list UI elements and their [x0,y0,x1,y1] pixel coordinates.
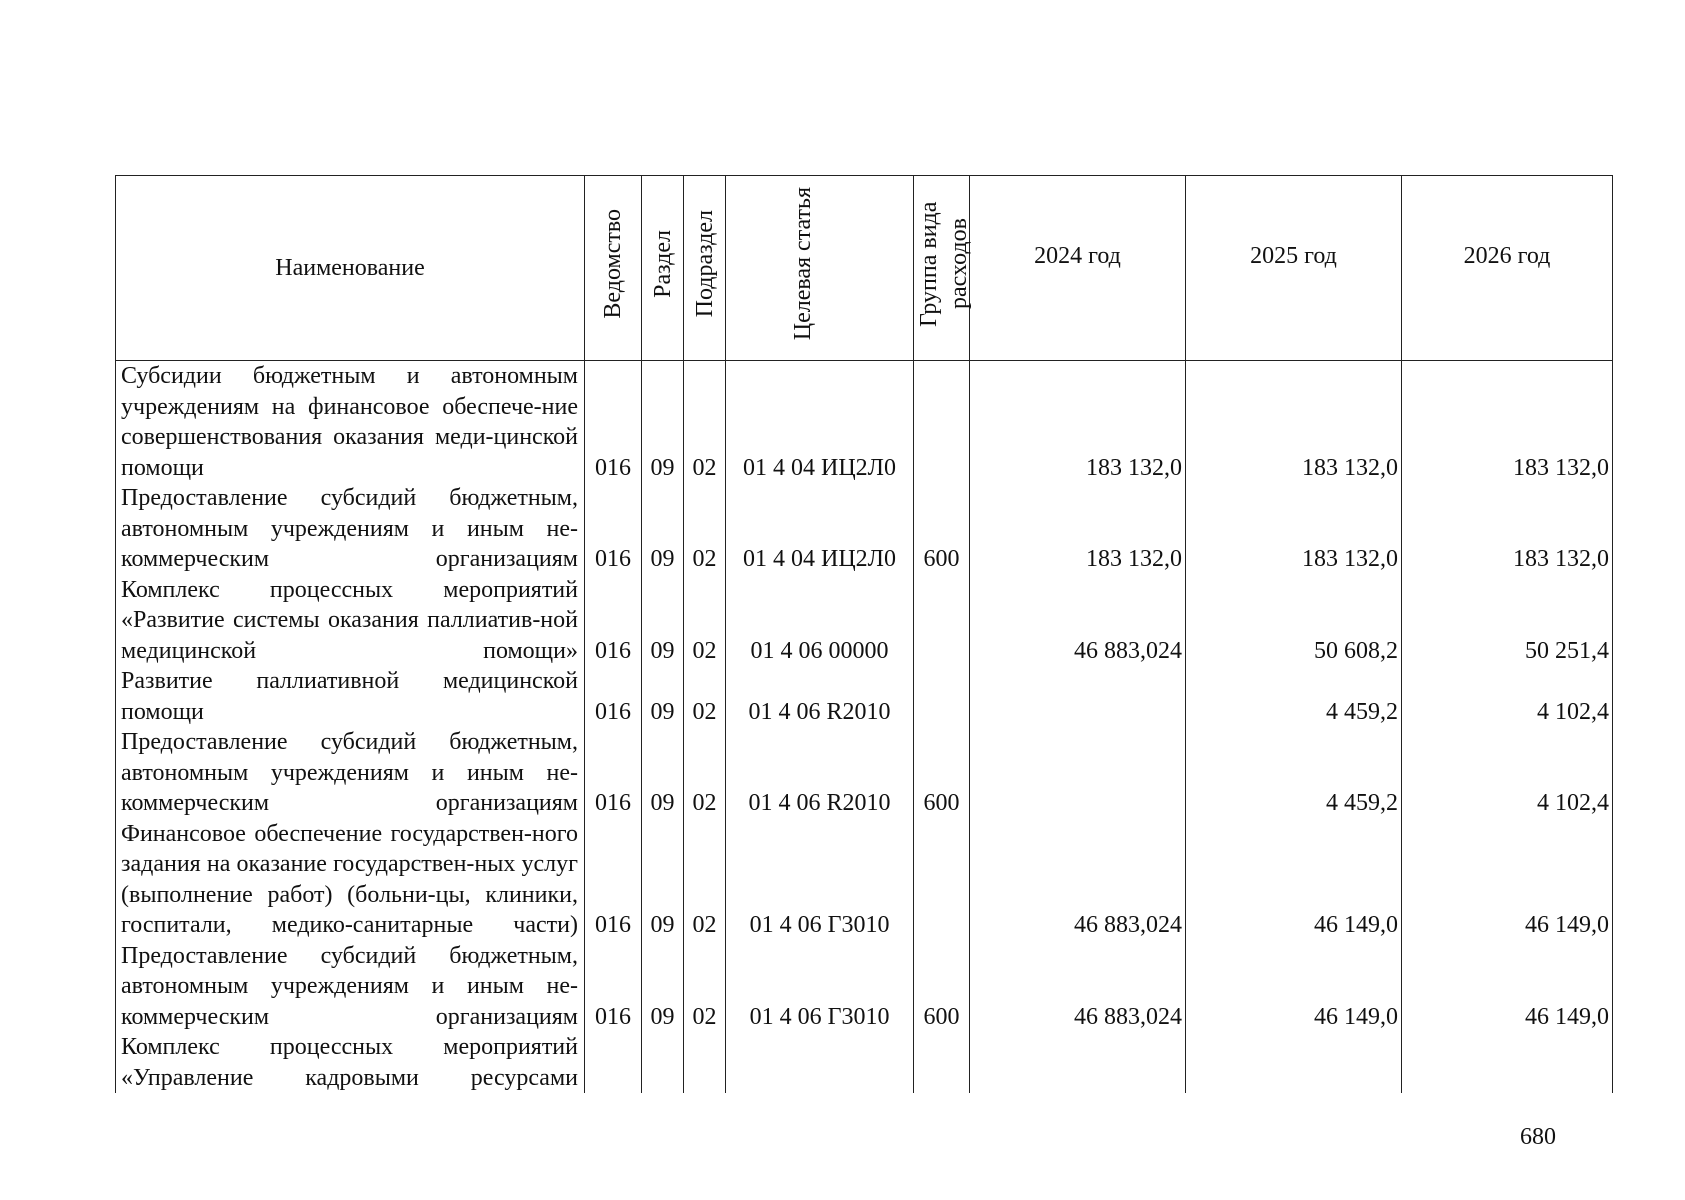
table-row [116,361,1613,484]
row-expense-group: 600 [914,727,970,819]
row-value-2026: 183 132,0 [1402,483,1613,575]
row-value-2026: 183 132,0 [1402,361,1613,484]
header-year-2025 [1186,176,1402,361]
row-value-2024: 46 883,024 [970,819,1186,941]
table-row [116,1032,1613,1093]
row-section: 09 [642,941,684,1033]
row-subsection: 02 [684,941,726,1033]
row-expense-group [914,361,970,484]
row-department: 016 [585,666,642,727]
row-subsection: 02 [684,727,726,819]
row-value-2024: 183 132,0 [970,361,1186,484]
row-name: Финансовое обеспечение государствен-ного задания на оказание государствен-ных услуг (выполнение работ) (больни-цы, клиники, госпитали, медико-санитарные части) [116,819,585,941]
row-department: 016 [585,483,642,575]
row-value-2025 [1186,1032,1402,1093]
row-section: 09 [642,361,684,484]
row-value-2026: 46 149,0 [1402,941,1613,1033]
table-row [116,819,1613,941]
row-section: 09 [642,727,684,819]
header-expense-group-label: Группа вида расходов [916,201,972,327]
row-department: 016 [585,361,642,484]
row-value-2025: 183 132,0 [1186,361,1402,484]
row-target-article: 01 4 04 ИЦ2Л0 [726,361,914,484]
row-expense-group: 600 [914,941,970,1033]
row-name: Субсидии бюджетным и автономным учреждениям на финансовое обеспече-ние совершенствования оказания меди-цинской помощи [116,361,585,484]
budget-table [115,175,1613,1093]
row-value-2024: 46 883,024 [970,941,1186,1033]
row-target-article: 01 4 06 R2010 [726,666,914,727]
row-value-2025: 46 149,0 [1186,941,1402,1033]
row-name: Развитие паллиативной медицинской помощи [116,666,585,727]
row-section: 09 [642,819,684,941]
header-year-2024 [970,176,1186,361]
row-expense-group [914,575,970,667]
row-value-2025: 4 459,2 [1186,666,1402,727]
row-value-2024 [970,666,1186,727]
row-value-2025: 46 149,0 [1186,819,1402,941]
row-value-2026: 50 251,4 [1402,575,1613,667]
row-value-2026 [1402,1032,1613,1093]
row-section [642,1032,684,1093]
row-section: 09 [642,575,684,667]
row-department: 016 [585,575,642,667]
table-row [116,941,1613,1033]
row-subsection: 02 [684,361,726,484]
header-year-2026 [1402,176,1613,361]
row-value-2024: 46 883,024 [970,575,1186,667]
header-year-2025-label: 2025 год [1250,242,1337,269]
row-target-article: 01 4 06 Г3010 [726,941,914,1033]
row-value-2024: 183 132,0 [970,483,1186,575]
row-subsection: 02 [684,666,726,727]
row-expense-group: 600 [914,483,970,575]
row-department: 016 [585,727,642,819]
row-department: 016 [585,941,642,1033]
row-expense-group [914,819,970,941]
row-subsection [684,1032,726,1093]
row-value-2026: 46 149,0 [1402,819,1613,941]
row-target-article: 01 4 04 ИЦ2Л0 [726,483,914,575]
table-row [116,575,1613,667]
row-name: Предоставление субсидий бюджетным, автономным учреждениям и иным не-коммерческим организациям [116,727,585,819]
table-header-row [116,176,1613,361]
table-row [116,483,1613,575]
header-target-article [726,176,914,361]
header-expense-group [914,176,970,361]
row-section: 09 [642,666,684,727]
header-section-label: Раздел [649,229,676,298]
row-expense-group [914,1032,970,1093]
row-expense-group [914,666,970,727]
table-row [116,666,1613,727]
row-target-article [726,1032,914,1093]
row-subsection: 02 [684,483,726,575]
row-value-2024 [970,727,1186,819]
row-department [585,1032,642,1093]
row-value-2025: 50 608,2 [1186,575,1402,667]
row-subsection: 02 [684,575,726,667]
row-section: 09 [642,483,684,575]
row-target-article: 01 4 06 R2010 [726,727,914,819]
row-value-2026: 4 102,4 [1402,666,1613,727]
header-subsection-label: Подраздел [691,210,718,318]
row-name: Предоставление субсидий бюджетным, автономным учреждениям и иным не-коммерческим организациям [116,483,585,575]
row-target-article: 01 4 06 Г3010 [726,819,914,941]
row-target-article: 01 4 06 00000 [726,575,914,667]
header-department-label: Ведомство [600,208,626,319]
header-subsection [684,176,726,361]
row-value-2026: 4 102,4 [1402,727,1613,819]
row-value-2025: 4 459,2 [1186,727,1402,819]
row-subsection: 02 [684,819,726,941]
header-name-label: Наименование [275,254,425,281]
header-target-article-label: Целевая статья [789,187,816,341]
page-number: 680 [1520,1124,1556,1150]
row-value-2025: 183 132,0 [1186,483,1402,575]
table-row [116,727,1613,819]
row-department: 016 [585,819,642,941]
row-value-2024 [970,1032,1186,1093]
header-section [642,176,684,361]
row-name: Комплекс процессных мероприятий «Управление кадровыми ресурсами [116,1032,585,1093]
row-name: Комплекс процессных мероприятий «Развитие системы оказания паллиатив-ной медицинской помощи» [116,575,585,667]
header-year-2024-label: 2024 год [1034,242,1121,269]
row-name: Предоставление субсидий бюджетным, автономным учреждениям и иным не-коммерческим организациям [116,941,585,1033]
header-department [585,176,642,361]
header-name [116,176,585,361]
header-year-2026-label: 2026 год [1463,242,1551,269]
